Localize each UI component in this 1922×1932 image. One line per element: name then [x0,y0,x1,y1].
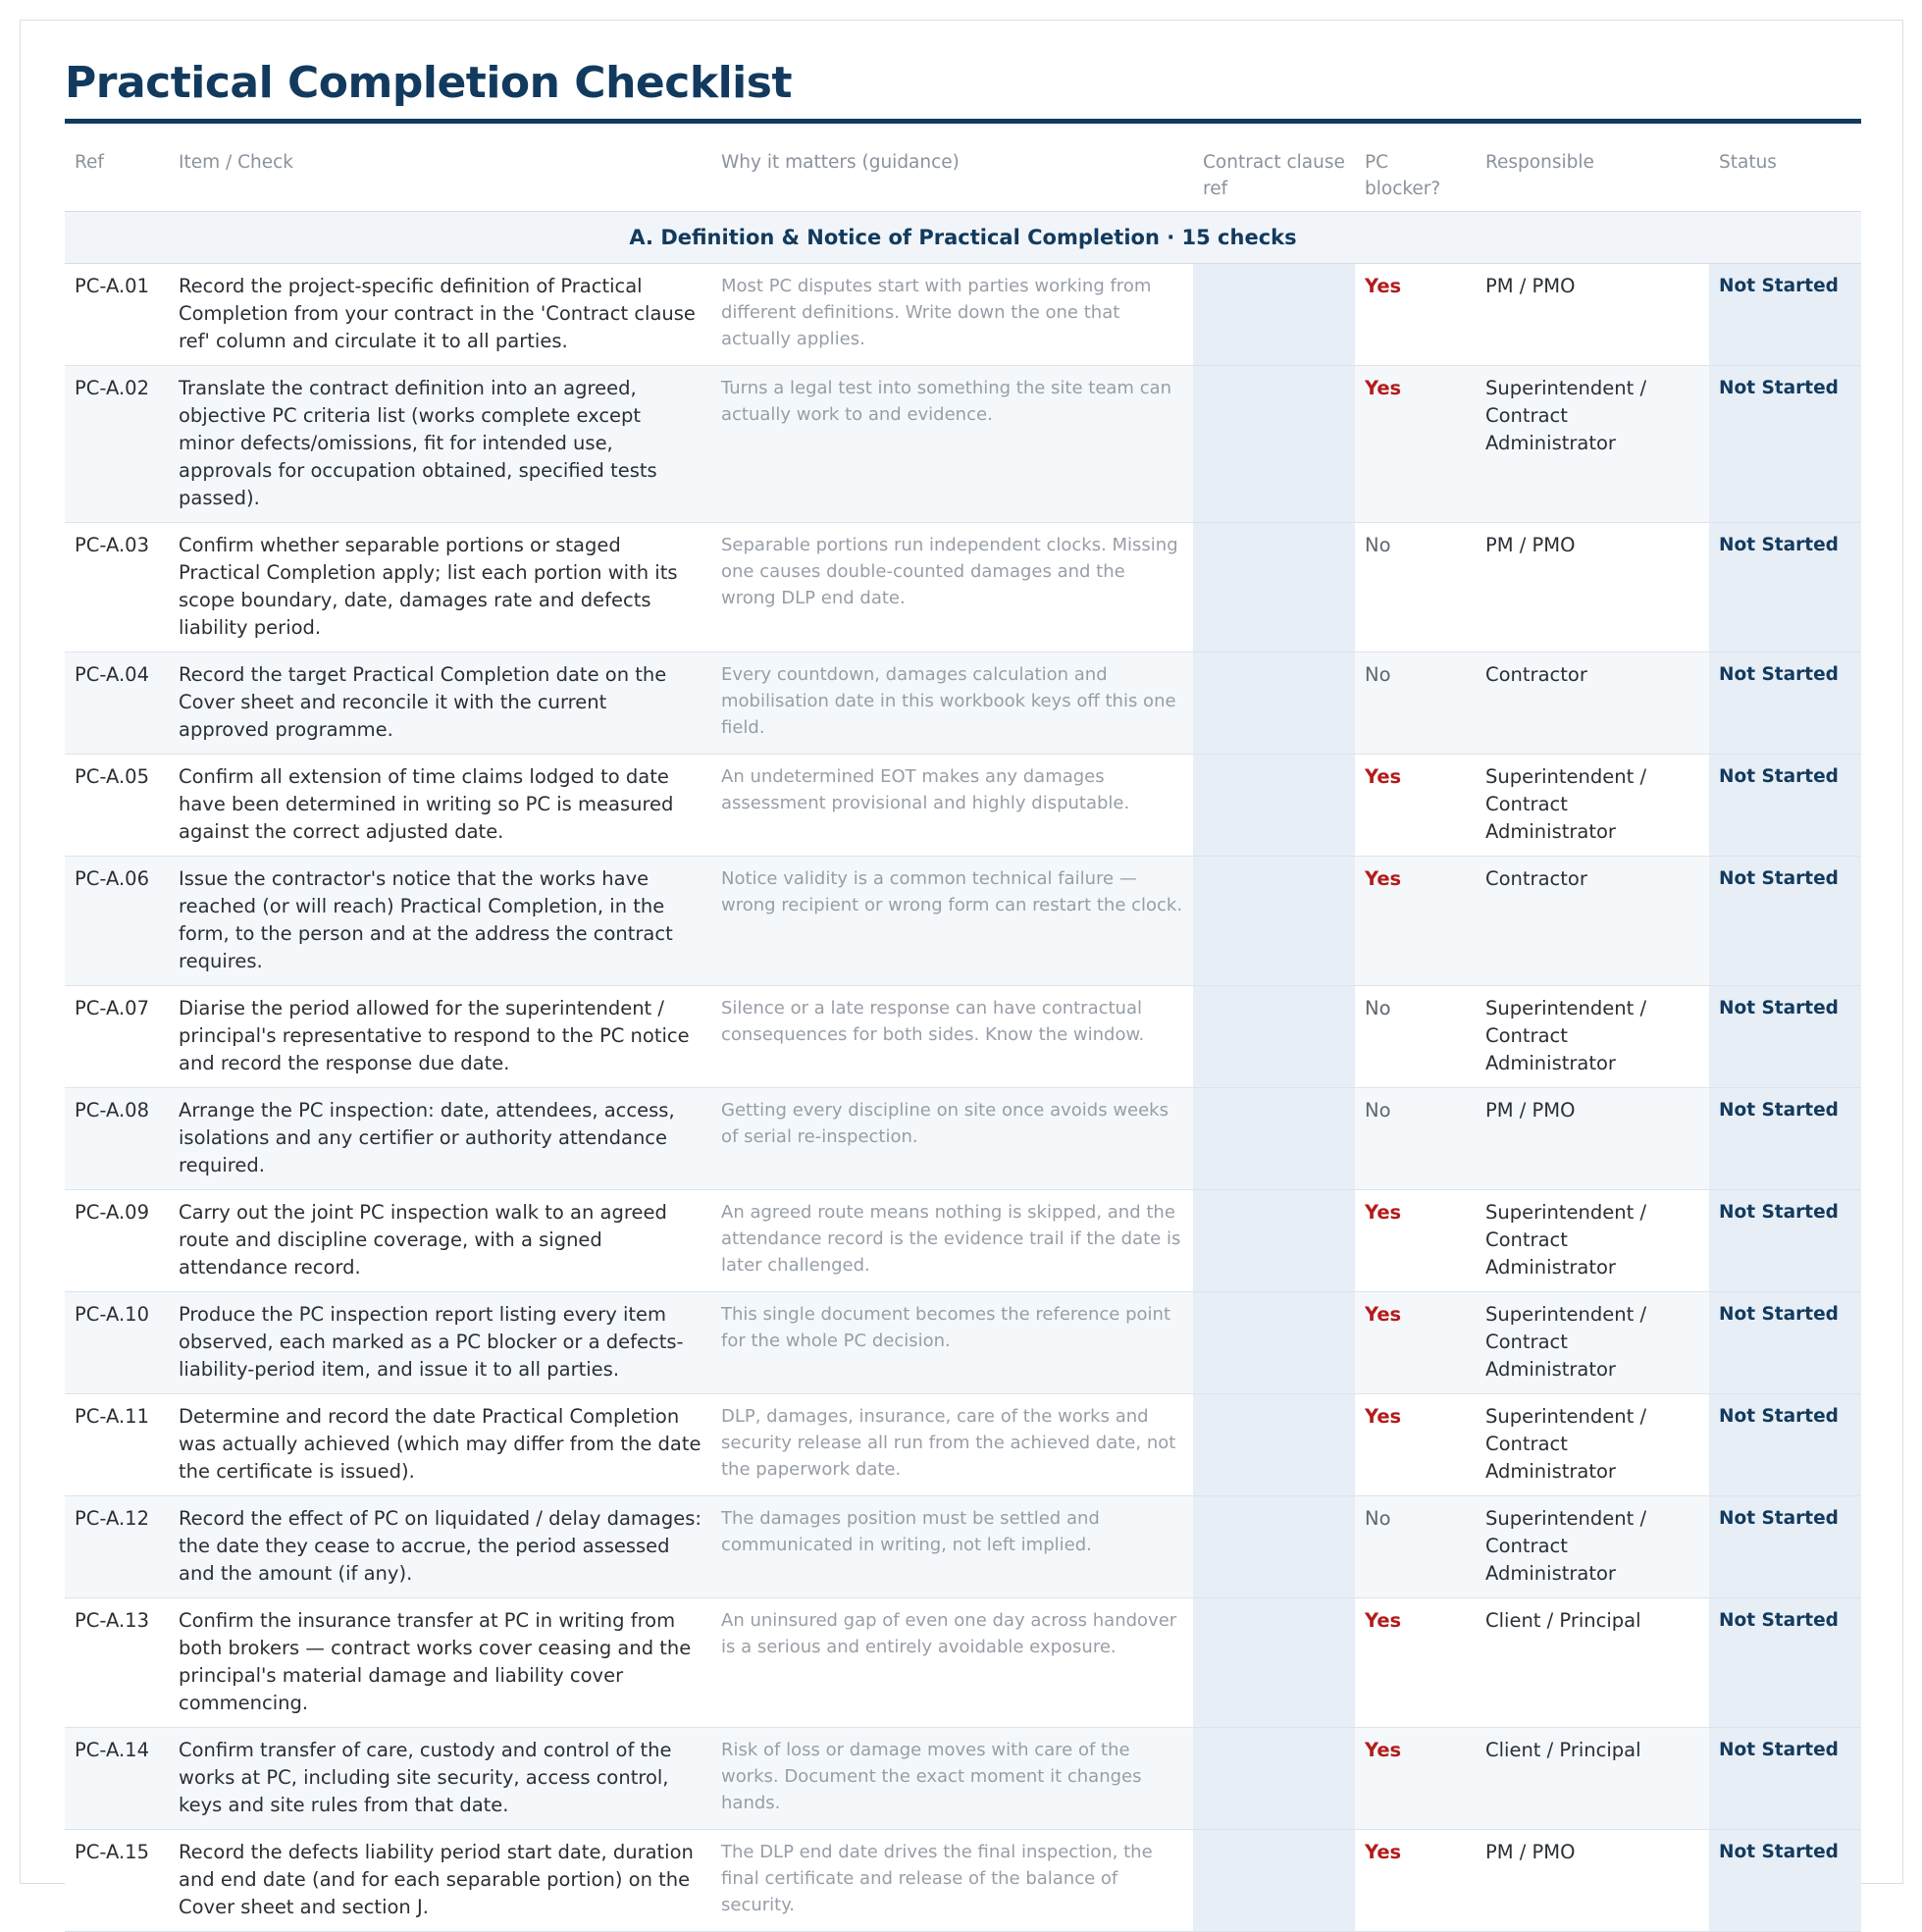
cell-item: Translate the contract definition into an agreed, objective PC criteria list (works complete except minor defects/omissions, fit for intended use, approvals for occupation obtained, specified tests passed). [169,366,711,523]
cell-item: Arrange the PC inspection: date, attendees, access, isolations and any certifier or authority attendance required. [169,1088,711,1190]
table-row [65,1088,1861,1190]
cell-item: Confirm all extension of time claims lodged to date have been determined in writing so PC is measured against the correct adjusted date. [169,755,711,857]
cell-guidance: An uninsured gap of even one day across handover is a serious and entirely avoidable exposure. [711,1598,1193,1728]
table-row [65,1496,1861,1598]
cell-status: Not Started [1709,986,1861,1088]
cell-responsible: Superintendent / Contract Administrator [1476,1496,1709,1598]
cell-pc-blocker: No [1355,1496,1476,1598]
cell-pc-blocker: No [1355,523,1476,653]
cell-ref: PC-A.04 [65,653,169,755]
col-header-responsible: Responsible [1476,144,1709,212]
cell-ref: PC-A.09 [65,1190,169,1292]
cell-guidance: Notice validity is a common technical failure — wrong recipient or wrong form can restart the clock. [711,857,1193,986]
cell-responsible: Contractor [1476,857,1709,986]
cell-ref: PC-A.02 [65,366,169,523]
cell-status: Not Started [1709,1292,1861,1394]
cell-item: Record the project-specific definition of Practical Completion from your contract in the 'Contract clause ref' column and circulate it to all parties. [169,264,711,366]
header-row [65,144,1861,212]
page-title: Practical Completion Checklist [65,58,792,108]
cell-ref: PC-A.01 [65,264,169,366]
cell-status: Not Started [1709,1830,1861,1932]
col-header-blocker: PC blocker? [1355,144,1476,212]
cell-item: Issue the contractor's notice that the works have reached (or will reach) Practical Completion, in the form, to the person and at the address the contract requires. [169,857,711,986]
table-row [65,366,1861,523]
cell-guidance: Risk of loss or damage moves with care of the works. Document the exact moment it changes hands. [711,1728,1193,1830]
cell-ref: PC-A.11 [65,1394,169,1496]
cell-ref: PC-A.12 [65,1496,169,1598]
cell-pc-blocker: No [1355,653,1476,755]
cell-responsible: PM / PMO [1476,264,1709,366]
cell-pc-blocker: No [1355,986,1476,1088]
table-row [65,1190,1861,1292]
cell-pc-blocker: Yes [1355,1728,1476,1830]
cell-item: Confirm transfer of care, custody and control of the works at PC, including site security, access control, keys and site rules from that date. [169,1728,711,1830]
cell-status: Not Started [1709,366,1861,523]
cell-contract-clause[interactable] [1193,1088,1355,1190]
cell-pc-blocker: Yes [1355,1292,1476,1394]
section-header-row [65,212,1861,264]
cell-contract-clause[interactable] [1193,653,1355,755]
cell-ref: PC-A.08 [65,1088,169,1190]
cell-item: Carry out the joint PC inspection walk to an agreed route and discipline coverage, with a signed attendance record. [169,1190,711,1292]
cell-pc-blocker: Yes [1355,1598,1476,1728]
cell-responsible: Superintendent / Contract Administrator [1476,1292,1709,1394]
table-row [65,1728,1861,1830]
table-row [65,264,1861,366]
cell-pc-blocker: Yes [1355,264,1476,366]
cell-guidance: Turns a legal test into something the site team can actually work to and evidence. [711,366,1193,523]
cell-contract-clause[interactable] [1193,1292,1355,1394]
cell-item: Record the effect of PC on liquidated / delay damages: the date they cease to accrue, the period assessed and the amount (if any). [169,1496,711,1598]
cell-pc-blocker: Yes [1355,366,1476,523]
checklist-table [65,144,1861,1932]
cell-contract-clause[interactable] [1193,366,1355,523]
cell-status: Not Started [1709,1190,1861,1292]
cell-responsible: Superintendent / Contract Administrator [1476,755,1709,857]
cell-responsible: Client / Principal [1476,1728,1709,1830]
cell-ref: PC-A.05 [65,755,169,857]
cell-contract-clause[interactable] [1193,755,1355,857]
cell-ref: PC-A.07 [65,986,169,1088]
cell-contract-clause[interactable] [1193,857,1355,986]
table-row [65,755,1861,857]
cell-item: Record the target Practical Completion date on the Cover sheet and reconcile it with the current approved programme. [169,653,711,755]
cell-responsible: Superintendent / Contract Administrator [1476,986,1709,1088]
cell-ref: PC-A.14 [65,1728,169,1830]
cell-contract-clause[interactable] [1193,264,1355,366]
col-header-why: Why it matters (guidance) [711,144,1193,212]
col-header-status: Status [1709,144,1861,212]
cell-guidance: The damages position must be settled and communicated in writing, not left implied. [711,1496,1193,1598]
cell-item: Determine and record the date Practical Completion was actually achieved (which may differ from the date the certificate is issued). [169,1394,711,1496]
cell-pc-blocker: Yes [1355,1190,1476,1292]
cell-guidance: Every countdown, damages calculation and mobilisation date in this workbook keys off this one field. [711,653,1193,755]
cell-responsible: PM / PMO [1476,1088,1709,1190]
cell-contract-clause[interactable] [1193,986,1355,1088]
cell-pc-blocker: No [1355,1088,1476,1190]
worksheet [20,20,1903,1918]
cell-ref: PC-A.06 [65,857,169,986]
table-header [65,144,1861,212]
cell-responsible: Superintendent / Contract Administrator [1476,1190,1709,1292]
cell-item: Confirm the insurance transfer at PC in writing from both brokers — contract works cover ceasing and the principal's material damage and liability cover commencing. [169,1598,711,1728]
table-row [65,1292,1861,1394]
table-row [65,1598,1861,1728]
cell-ref: PC-A.10 [65,1292,169,1394]
cell-status: Not Started [1709,1496,1861,1598]
cell-status: Not Started [1709,1598,1861,1728]
cell-contract-clause[interactable] [1193,523,1355,653]
cell-guidance: Most PC disputes start with parties working from different definitions. Write down the one that actually applies. [711,264,1193,366]
cell-contract-clause[interactable] [1193,1190,1355,1292]
cell-guidance: Separable portions run independent clocks. Missing one causes double-counted damages and the wrong DLP end date. [711,523,1193,653]
cell-contract-clause[interactable] [1193,1728,1355,1830]
cell-pc-blocker: Yes [1355,1394,1476,1496]
cell-status: Not Started [1709,1728,1861,1830]
cell-guidance: This single document becomes the reference point for the whole PC decision. [711,1292,1193,1394]
cell-ref: PC-A.13 [65,1598,169,1728]
cell-guidance: The DLP end date drives the final inspection, the final certificate and release of the balance of security. [711,1830,1193,1932]
cell-responsible: Superintendent / Contract Administrator [1476,1394,1709,1496]
cell-responsible: PM / PMO [1476,1830,1709,1932]
cell-contract-clause[interactable] [1193,1598,1355,1728]
cell-pc-blocker: Yes [1355,755,1476,857]
table-row [65,653,1861,755]
cell-guidance: An undetermined EOT makes any damages assessment provisional and highly disputable. [711,755,1193,857]
cell-responsible: Client / Principal [1476,1598,1709,1728]
cell-contract-clause[interactable] [1193,1496,1355,1598]
table-row [65,523,1861,653]
cell-ref: PC-A.03 [65,523,169,653]
cell-pc-blocker: Yes [1355,857,1476,986]
table-row [65,1830,1861,1932]
table-body [65,212,1861,1932]
cell-contract-clause[interactable] [1193,1830,1355,1932]
cell-item: Produce the PC inspection report listing every item observed, each marked as a PC blocker or a defects-liability-period item, and issue it to all parties. [169,1292,711,1394]
title-rule [65,119,1861,124]
table-row [65,986,1861,1088]
cell-ref: PC-A.15 [65,1830,169,1932]
cell-status: Not Started [1709,264,1861,366]
col-header-ref: Ref [65,144,169,212]
table-row [65,1394,1861,1496]
cell-guidance: An agreed route means nothing is skipped, and the attendance record is the evidence trail if the date is later challenged. [711,1190,1193,1292]
col-header-clause: Contract clause ref [1193,144,1355,212]
cell-status: Not Started [1709,523,1861,653]
cell-responsible: PM / PMO [1476,523,1709,653]
cell-item: Diarise the period allowed for the superintendent / principal's representative to respond to the PC notice and record the response due date. [169,986,711,1088]
table-row [65,857,1861,986]
cell-item: Confirm whether separable portions or staged Practical Completion apply; list each portion with its scope boundary, date, damages rate and defects liability period. [169,523,711,653]
cell-responsible: Contractor [1476,653,1709,755]
cell-guidance: DLP, damages, insurance, care of the works and security release all run from the achieved date, not the paperwork date. [711,1394,1193,1496]
cell-guidance: Getting every discipline on site once avoids weeks of serial re-inspection. [711,1088,1193,1190]
cell-status: Not Started [1709,857,1861,986]
cell-status: Not Started [1709,653,1861,755]
cell-pc-blocker: Yes [1355,1830,1476,1932]
cell-contract-clause[interactable] [1193,1394,1355,1496]
cell-status: Not Started [1709,1088,1861,1190]
section-title: A. Definition & Notice of Practical Completion · 15 checks [65,212,1861,264]
cell-status: Not Started [1709,1394,1861,1496]
col-header-item: Item / Check [169,144,711,212]
cell-guidance: Silence or a late response can have contractual consequences for both sides. Know the window. [711,986,1193,1088]
cell-status: Not Started [1709,755,1861,857]
cell-responsible: Superintendent / Contract Administrator [1476,366,1709,523]
cell-item: Record the defects liability period start date, duration and end date (and for each separable portion) on the Cover sheet and section J. [169,1830,711,1932]
